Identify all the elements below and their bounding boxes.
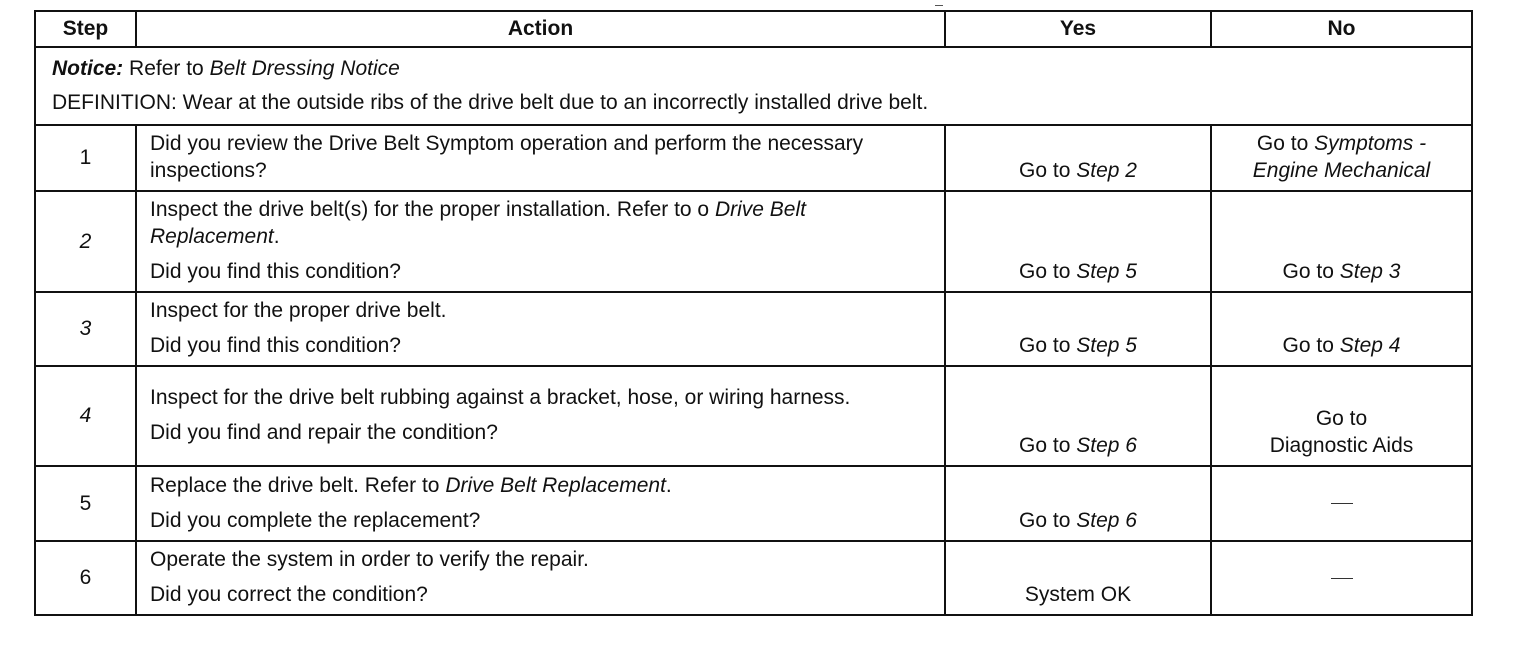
action-punct: . xyxy=(273,225,280,248)
action-paragraph-1: Inspect for the drive belt rubbing against a bracket, hose, or wiring harness. xyxy=(150,386,851,409)
yes-prefix: Go to xyxy=(1019,509,1077,532)
action-question: Did you complete the replacement? xyxy=(150,508,481,532)
action-paragraph-1: Inspect for the proper drive belt. xyxy=(150,299,447,322)
yes-link: Step 6 xyxy=(1076,434,1137,457)
action-cell xyxy=(136,125,945,191)
yes-cell xyxy=(945,292,1211,366)
notice-line xyxy=(52,52,1471,86)
table-row xyxy=(35,125,1472,191)
step-number: 1 xyxy=(35,125,136,191)
header-no: No xyxy=(1211,11,1472,47)
yes-cell xyxy=(945,125,1211,191)
header-yes: Yes xyxy=(945,11,1211,47)
yes-cell xyxy=(945,191,1211,292)
table-row xyxy=(35,466,1472,541)
action-cell xyxy=(136,191,945,292)
table-row xyxy=(35,541,1472,615)
action-text: Replace the drive belt. Refer to xyxy=(150,473,446,497)
table-row xyxy=(35,292,1472,366)
step-number: 3 xyxy=(35,292,136,366)
yes-cell: System OK xyxy=(945,541,1211,615)
action-cell xyxy=(136,466,945,541)
yes-cell xyxy=(945,466,1211,541)
header-row xyxy=(35,11,1472,47)
action-text: Inspect the drive belt(s) for the proper installation. Refer to o xyxy=(150,198,715,221)
not-applicable-dash xyxy=(1331,503,1353,504)
header-step: Step xyxy=(35,11,136,47)
yes-link: Step 6 xyxy=(1076,509,1137,532)
action-cell xyxy=(136,541,945,615)
no-line-2: Engine Mechanical xyxy=(1252,159,1431,182)
diagnostic-table xyxy=(34,10,1473,616)
yes-link: Step 5 xyxy=(1076,334,1137,357)
header-action: Action xyxy=(136,11,945,47)
table-row xyxy=(35,366,1472,466)
yes-prefix: Go to xyxy=(1019,159,1077,182)
yes-link: Step 5 xyxy=(1076,260,1137,283)
action-paragraph-1: Operate the system in order to verify the repair. xyxy=(150,548,589,571)
no-link: Symptoms - xyxy=(1314,132,1427,155)
no-link: Step 3 xyxy=(1339,260,1401,283)
definition-line: DEFINITION: Wear at the outside ribs of the drive belt due to an incorrectly installed drive belt. xyxy=(52,91,929,114)
action-question: Did you correct the condition? xyxy=(150,583,428,606)
no-prefix: Go to xyxy=(1282,260,1340,283)
yes-cell xyxy=(945,366,1211,466)
no-prefix: Go to xyxy=(1256,132,1315,155)
step-number: 2 xyxy=(35,191,136,292)
yes-prefix: Go to xyxy=(1019,260,1077,283)
no-cell xyxy=(1211,541,1472,615)
action-cell xyxy=(136,366,945,466)
no-line-1: Go to xyxy=(1315,407,1368,430)
action-paragraph-1 xyxy=(150,472,932,499)
no-cell xyxy=(1211,366,1472,466)
action-question: Did you find this condition? xyxy=(150,334,401,357)
no-prefix: Go to xyxy=(1282,334,1340,357)
no-cell xyxy=(1211,292,1472,366)
no-link: Step 4 xyxy=(1339,334,1401,357)
yes-prefix: Go to xyxy=(1019,334,1077,357)
action-text: Did you review the Drive Belt Symptom operation and perform the necessary inspections? xyxy=(150,132,864,182)
notice-label: Notice: xyxy=(52,57,124,80)
no-cell xyxy=(1211,466,1472,541)
stray-mark xyxy=(935,5,943,6)
step-number: 6 xyxy=(35,541,136,615)
not-applicable-dash xyxy=(1331,578,1353,579)
notice-cell xyxy=(35,47,1472,125)
no-line-1 xyxy=(1212,130,1471,157)
action-cell xyxy=(136,292,945,366)
no-line-2: Diagnostic Aids xyxy=(1269,434,1414,457)
notice-text: Refer to xyxy=(123,57,210,80)
no-cell xyxy=(1211,191,1472,292)
action-link: Drive Belt Replacement xyxy=(445,473,666,497)
action-question: Did you find and repair the condition? xyxy=(150,421,498,444)
notice-row xyxy=(35,47,1472,125)
yes-link: Step 2 xyxy=(1076,159,1137,182)
action-punct: . xyxy=(665,473,672,497)
yes-prefix: Go to xyxy=(1019,434,1077,457)
table-row xyxy=(35,191,1472,292)
step-number: 4 xyxy=(35,366,136,466)
action-question: Did you find this condition? xyxy=(150,260,401,283)
notice-link: Belt Dressing Notice xyxy=(209,57,400,80)
action-link: Drive Belt Replacement xyxy=(150,198,806,248)
no-cell xyxy=(1211,125,1472,191)
action-paragraph-1 xyxy=(150,196,932,250)
step-number: 5 xyxy=(35,466,136,541)
diagnostic-table-container xyxy=(34,10,1471,616)
